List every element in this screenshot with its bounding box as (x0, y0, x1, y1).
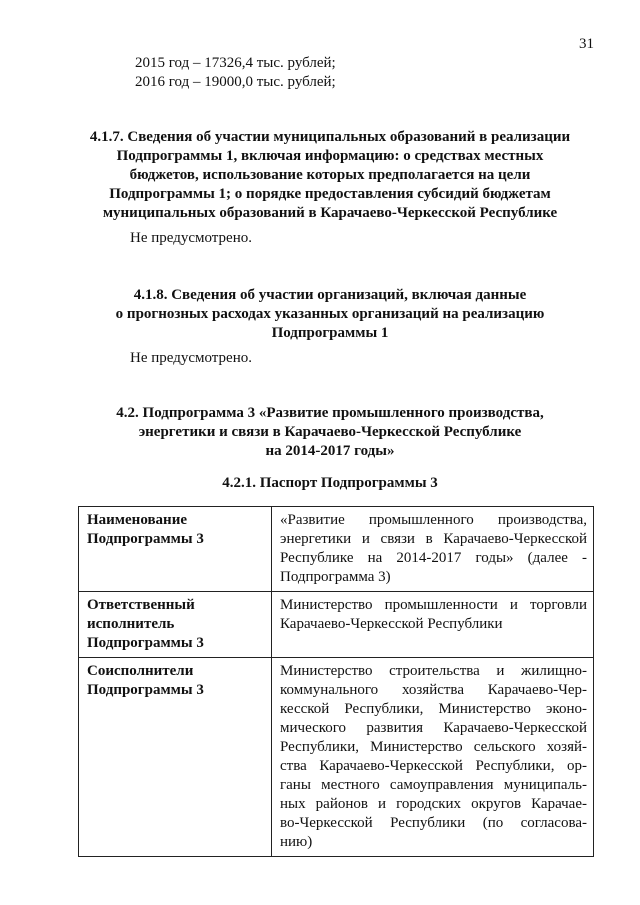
row-label-cell (79, 507, 272, 592)
value-line: Министерство строительства и жилищно- (280, 663, 587, 679)
value-line: энергетики и связи в Карачаево-Черкесской (280, 531, 587, 547)
value-line: Министерство промышленности и торговли (280, 597, 587, 613)
heading-line: о прогнозных расходах указанных организаций на реализацию (115, 306, 545, 322)
budget-line-2015: 2015 год – 17326,4 тыс. рублей; (135, 55, 336, 71)
label-line: исполнитель (87, 616, 175, 632)
heading-line: бюджетов, использование которых предполагается на цели (129, 167, 531, 183)
heading-line: Подпрограммы 1; о порядке предоставления субсидий бюджетам (109, 186, 551, 202)
heading-line: энергетики и связи в Карачаево-Черкесской Республике (138, 424, 522, 440)
row-value-cell (272, 592, 594, 658)
section-4-1-8-body: Не предусмотрено. (130, 350, 252, 366)
label-line: Подпрограммы 3 (87, 531, 204, 547)
heading-line: 4.1.7. Сведения об участии муниципальных образований в реализации (89, 129, 571, 145)
heading-line: 4.2.1. Паспорт Подпрограммы 3 (222, 475, 438, 491)
section-4-1-7-heading (80, 128, 580, 223)
value-line: ных районов и городских округов Карачае- (280, 796, 587, 812)
row-label-cell (79, 592, 272, 658)
table-row (79, 658, 594, 857)
passport-table (78, 506, 594, 857)
label-line: Ответственный (87, 597, 195, 613)
section-4-1-7-body: Не предусмотрено. (130, 230, 252, 246)
section-4-2-1-title (80, 474, 580, 493)
value-line: кесской Республики, Министерство эконо- (280, 701, 587, 717)
heading-line: 4.1.8. Сведения об участии организаций, включая данные (133, 287, 527, 303)
value-line: нию) (280, 834, 313, 850)
label-line: Наименование (87, 512, 187, 528)
value-line: Подпрограмма 3) (280, 569, 391, 585)
section-4-2-heading (80, 404, 580, 461)
section-4-1-8-heading (80, 286, 580, 343)
label-line: Соисполнители (87, 663, 194, 679)
value-line: «Развитие промышленного производства, (280, 512, 587, 528)
page-number: 31 (579, 36, 594, 52)
row-value-cell (272, 507, 594, 592)
value-line: Республики, Министерство сельского хозяй- (280, 739, 587, 755)
heading-line: Подпрограммы 1, включая информацию: о средствах местных (116, 148, 544, 164)
value-line: ганы местного самоуправления муниципаль- (280, 777, 587, 793)
budget-line-2016: 2016 год – 19000,0 тыс. рублей; (135, 74, 336, 90)
budget-lines (135, 54, 336, 92)
label-line: Подпрограммы 3 (87, 635, 204, 651)
value-line: Карачаево-Черкесской Республики (280, 616, 503, 632)
label-line: Подпрограммы 3 (87, 682, 204, 698)
value-line: Республике на 2014-2017 годы» (далее - (280, 550, 587, 566)
value-line: мического развития Карачаево-Черкесской (280, 720, 587, 736)
heading-line: на 2014-2017 годы» (265, 443, 395, 459)
heading-line: Подпрограммы 1 (271, 325, 389, 341)
heading-line: 4.2. Подпрограмма 3 «Развитие промышленного производства, (116, 405, 544, 421)
value-line: во-Черкесской Республики (по согласова- (280, 815, 587, 831)
heading-line: муниципальных образований в Карачаево-Черкесской Республике (102, 205, 558, 221)
table-row (79, 592, 594, 658)
table-row (79, 507, 594, 592)
row-label-cell (79, 658, 272, 857)
value-line: коммунального хозяйства Карачаево-Чер- (280, 682, 587, 698)
row-value-cell (272, 658, 594, 857)
value-line: ства Карачаево-Черкесской Республики, ор- (280, 758, 587, 774)
